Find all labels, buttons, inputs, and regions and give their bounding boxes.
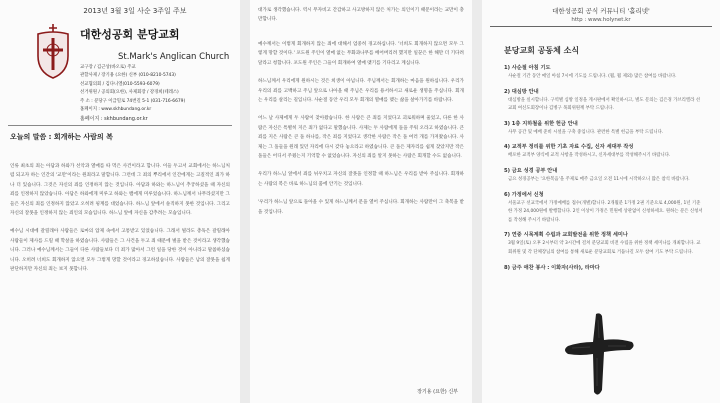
info-line: 교구장 / 김근상(바오로) 주교: [80, 65, 136, 70]
sermon-paragraph: 어느 날 사제에게 두 사람이 찾아왔습니다. 한 사람은 큰 죄를 지었다고 괴로워하며 울었고, 다른 한 사람은 자신은 특별히 지은 죄가 없다고 말했습니다. 사제는 두 사람에게 돌을 주워 오라고 하였습니다. 큰 죄를 지은 사람은 큰 돌 하나를, 작은 죄를 지었다고 생각한 사람은 작은 돌 여러 개를 가져왔습니다. 사제는 그 돌들을 원래 있던 자리에 다시 갖다 놓으라고 하였습니다. 큰 돌은 제자리를 쉽게 찾았지만 작은 돌들은 어디서 주웠는지 기억할 수 없었습니다. 자신의 죄를 알지 못하는 사람은 회개할 수도 없습니다.: [258, 116, 464, 160]
holynet-header: 대한성공회 공식 커뮤니티 '홀리넷': [552, 7, 650, 15]
news-item: [504, 167, 704, 185]
sermon-paragraph: '우리가 하느님 앞으로 돌아올 수 있게 하느님께서 문을 열어 주십니다. 회개하는 사람만이 그 축복을 받을 것입니다.: [258, 200, 464, 215]
sermon-paragraph: 우리가 하느님 앞에서 죄를 뉘우치고 자신의 잘못을 인정할 때 하느님은 우리를 받아 주십니다. 회개하는 사람의 복은 바로 하느님의 품에 안기는 것입니다.: [258, 172, 464, 187]
news-item-heading: 1) 사순절 아침 기도: [504, 65, 551, 71]
info-line: 선거위원 / 공의회(요한), 사제회장 / 강경희(테레스): [80, 90, 179, 96]
news-item-heading: 8) 금주 애찬 봉사 : 이화자(사라), 라마다: [504, 264, 600, 271]
news-item-body: 사무 공간 및 예배 준비 시설을 구축 중입니다. 관련한 특별 헌금을 부탁 드립니다.: [508, 129, 664, 135]
info-line: 주 소 : 분당구 이급밀로 74번길 5-1 (031-716-6679): [80, 98, 186, 104]
news-divider: [490, 26, 712, 27]
news-item-heading: 2) 대심방 안내: [504, 88, 539, 95]
news-item-body: 배포한 교적부 양식에 교적 사항을 작성하시고, 신자세대부를 작성해주시기 바랍니다.: [508, 153, 671, 159]
news-item: [504, 120, 704, 138]
sermon-paragraph: 예수께서는 이렇게 회개하지 않는 죄에 대해서 엄중히 경고하십니다. '너희도 회개하지 않으면 모두 그렇게 망할 것이다.' 포도원 주인이 열매 없는 무화과나무를 베어버리려 했지만 일꾼은 한 해만 더 기다려 달라고 청합니다. 포도원 주인은 그들이 회개하여 열매 맺기를 기다리고 계십니다.: [258, 42, 464, 66]
bulletin-date-header: 2013년 3월 3일 사순 3주일 주보: [83, 7, 187, 15]
church-info-block: [80, 64, 185, 114]
news-item-body: 3월 9일(토) 오후 2시부터 약 3시간에 걸쳐 분당교회 비전 수립을 위한 정책 세미나를 개최합니다. 교회위원 및 각 단체장님의 참여를 통해 새로운 분당교회로 거듭나길 모두 참여 기도 부탁 드립니다.: [508, 241, 701, 255]
church-homepage: 홈페이지 : skhbundang.or.kr: [80, 116, 148, 122]
sermon-continued-body: [258, 40, 464, 226]
church-emblem-icon: [32, 22, 74, 80]
church-name-korean: 대한성공회 분당교회: [80, 28, 180, 41]
info-line: 홈페이지 : www.skhbundang.or.kr: [80, 107, 152, 113]
sermon-body: [10, 162, 230, 283]
news-item: [504, 88, 704, 114]
news-item: [504, 191, 704, 226]
holynet-url[interactable]: http : www.holynet.kr: [571, 17, 631, 23]
news-item-body: 서울교구 선교국에서 가정예배를 접수(개별)합니다. 2개월분 1가정 2권 기준으로 4,000원, 1년 기준 한 가정 24,000원에 발행합니다. 2인 이상이 가정은 민원에 상관없이 신청하세요. 원하는 분은 신청서를 작성해 주시기 바랍니다.: [508, 200, 703, 223]
church-name-english: St.Mark's Anglican Church: [118, 52, 230, 62]
sermon-title: 오늘의 말씀 : 회개하는 사람의 복: [10, 133, 113, 141]
sermon-paragraph: 인류 최초의 죄는 아담과 하와가 선악과 열매를 따 먹은 사건이라고 합니다. 이들 두고서 교회에서는 하느님처럼 되고자 하는 인간의 '교만'이라는 원죄라고 말합니다. 그런데 그 죄의 뿌리에서 인간에게는 고질적인 죄가 하나 더 있습니다. 그것은 자신의 죄를 인정하지 않는 것입니다. 아담과 하와는 하느님이 추궁하셨을 때 자신의 죄를 인정하지 않았습니다. 아담은 하와에게 미루고 하와는 뱀에게 미루었습니다. 하느님께서 나무라셨지만 그들은 자신의 죄를 인정하지 않았고 오히려 핑계를 대었습니다. 하느님 앞에서 솔직하지 못한 것입니다. 그리고 자신의 잘못을 인정하지 않는 죄인의 모습입니다. 하느님 앞에 자신을 감추려는 모습입니다.: [10, 164, 230, 217]
header-divider: [8, 125, 232, 126]
bulletin-cover-page: [0, 0, 240, 403]
sermon-paragraph: 예수님 시대에 갈릴래아 사람들은 로마의 압제 속에서 고통받고 있었습니다. 그래서 빌라도 총독은 갈릴래아 사람들이 제사를 드릴 때 학살을 하였습니다. 사람들은 그 사건을 두고 죄 때문에 벌을 받은 것이라고 생각했습니다. 그러나 예수님께서는 그들이 다른 사람들보다 더 죄가 많아서 그런 일을 당한 것이 아니라고 말씀하셨습니다. 오히려 너희도 회개하지 않으면 모두 그렇게 망할 것이라고 경고하셨습니다. 사람들은 남의 잘못을 쉽게 판단하지만 자신의 죄는 보지 못합니다.: [10, 229, 230, 273]
info-line: 선교협의회 / 김다니엘(010-5593-6079): [80, 81, 160, 87]
news-item: [504, 231, 704, 257]
sermon-continued-page: [250, 0, 472, 403]
news-item-heading: 3) 1층 지하철을 위한 헌금 안내: [504, 120, 578, 127]
news-item: [504, 64, 704, 82]
news-item-body: 대심방을 실시합니다. 구역별 심방 일정을 게시판에서 확인하시고, 별도 문의는 김은경 가브리엘라 선교회 여신도회장이나 김병구 목회위원께 부탁 드립니다.: [508, 97, 701, 112]
news-title: 분당교회 공동체 소식: [504, 46, 580, 55]
sermon-paragraph: 하느님께서 우리에게 원하시는 것은 희생이 아닙니다. 주님께서는 회개하는 마음을 원하십니다. 우리가 우리의 죄를 고백하고 주님 앞으로 나아올 때 주님은 우리를 용서하시고 새로운 생명을 주십니다. 회개는 우리를 살리는 길입니다. 사순절 동안 우리 모두 회개의 열매를 맺는 삶을 살아가기를 바랍니다.: [258, 79, 464, 104]
ash-cross-icon: [562, 310, 636, 398]
news-item: [504, 264, 704, 271]
news-item-body: 사순절 기간 동안 매일 아침 7시에 기도를 드립니다. (월, 월 제외) 많은 참여를 바랍니다.: [508, 74, 677, 79]
news-item-body: 금요 성경공부는 '요한복음'을 주제로 매주 금요일 오전 11시에 시작하오니 많은 참석 바랍니다.: [508, 176, 690, 182]
news-item-heading: 7) 연중 시목계획 수립과 교회발전을 위한 정책 세미나: [504, 232, 628, 239]
sermon-continued-heading: 대가로 생각했습니다. 역시 무자비고 간감하고 사고방하지 않은 처가는 의인이기 때문이라는 교만이 충만합니다.: [258, 8, 464, 23]
news-item-heading: 4) 교적부 정리를 위한 기초 자료 수집, 신자 세대부 작성: [504, 144, 634, 151]
news-item-heading: 6) 가정에서 신청: [504, 191, 544, 198]
pastor-signature: 장기용 (요한) 신부: [417, 389, 458, 395]
news-item: [504, 143, 704, 161]
news-item-heading: 5) 금요 성경 공부 안내: [504, 167, 558, 174]
info-line: 관할사제 / 장기용 (요한) 신부 (010-8210-5743): [80, 73, 176, 79]
